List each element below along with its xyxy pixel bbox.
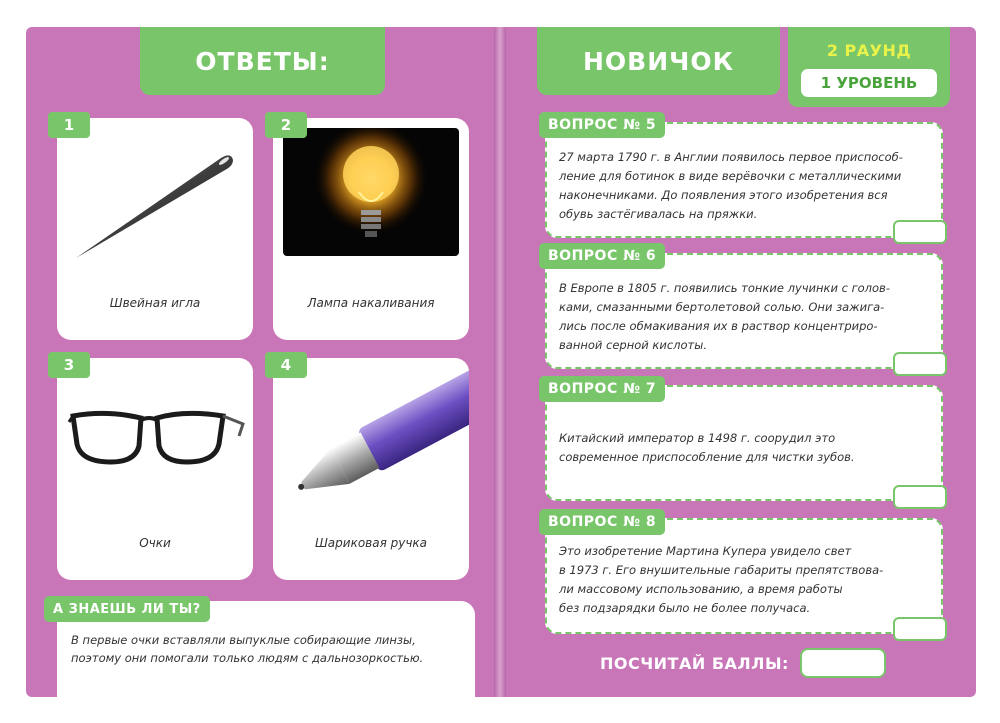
answer-number-3: 3 <box>48 352 90 378</box>
round-text: 2 РАУНД <box>826 41 912 60</box>
question-text-6 <box>559 279 927 355</box>
answer-number-4: 4 <box>265 352 307 378</box>
question-line: ли массовому использованию, а время работы <box>559 582 843 596</box>
question-line: ление для ботинок в виде верёвочки с металлическими <box>559 169 902 183</box>
score-input-7[interactable] <box>893 485 947 509</box>
score-input-8[interactable] <box>893 617 947 641</box>
question-card-7 <box>545 385 943 501</box>
question-line: Это изобретение Мартина Купера увидело свет <box>559 544 852 558</box>
ballpoint-pen-icon <box>273 358 469 508</box>
total-score-input[interactable] <box>800 648 886 678</box>
question-line: ками, смазанными бертолетовой солью. Они зажига- <box>559 300 885 314</box>
light-bulb-icon <box>283 128 459 256</box>
question-card-8 <box>545 518 943 634</box>
score-input-5[interactable] <box>893 220 947 244</box>
question-label-8: ВОПРОС № 8 <box>539 509 665 535</box>
question-text-7 <box>559 429 927 467</box>
book-spine <box>494 27 506 697</box>
question-line: Китайский император в 1498 г. соорудил это <box>559 431 836 445</box>
level-title: НОВИЧОК <box>537 27 780 95</box>
question-line: современное приспособление для чистки зубов. <box>559 450 855 464</box>
level-text: 1 УРОВЕНЬ <box>801 69 937 97</box>
answer-number-1: 1 <box>48 112 90 138</box>
answer-caption-3: Очки <box>139 536 171 550</box>
answer-caption-1: Швейная игла <box>109 296 201 310</box>
question-label-6: ВОПРОС № 6 <box>539 243 665 269</box>
question-label-5: ВОПРОС № 5 <box>539 112 665 138</box>
did-you-know-label: А ЗНАЕШЬ ЛИ ТЫ? <box>44 596 210 622</box>
question-card-5 <box>545 122 943 238</box>
round-badge <box>788 27 950 107</box>
glasses-icon <box>67 402 247 482</box>
question-line: ванной серной кислоты. <box>559 338 707 352</box>
answer-card-1 <box>57 118 253 340</box>
question-text-5 <box>559 148 927 224</box>
answer-caption-4: Шариковая ручка <box>314 536 428 550</box>
question-line: обувь застёгивалась на пряжки. <box>559 207 758 221</box>
answers-title: ОТВЕТЫ: <box>140 27 385 95</box>
answer-number-2: 2 <box>265 112 307 138</box>
needle-icon <box>71 146 241 266</box>
question-text-8 <box>559 542 927 618</box>
did-you-know-line: В первые очки вставляли выпуклые собирающие линзы, <box>71 633 416 647</box>
did-you-know-text <box>71 631 423 667</box>
answer-card-4 <box>273 358 469 580</box>
question-line: наконечниками. До появления этого изобретения вся <box>559 188 888 202</box>
question-line: без подзарядки было не более получаса. <box>559 601 811 615</box>
total-score-label: ПОСЧИТАЙ БАЛЛЫ: <box>600 654 789 673</box>
question-label-7: ВОПРОС № 7 <box>539 376 665 402</box>
did-you-know-line: поэтому они помогали только людям с дальнозоркостью. <box>71 651 424 665</box>
score-input-6[interactable] <box>893 352 947 376</box>
answer-card-3 <box>57 358 253 580</box>
question-card-6 <box>545 253 943 369</box>
answer-caption-2: Лампа накаливания <box>307 296 435 310</box>
answer-card-2 <box>273 118 469 340</box>
question-line: в 1973 г. Его внушительные габариты препятствова- <box>559 563 884 577</box>
question-line: 27 марта 1790 г. в Англии появилось первое приспособ- <box>559 150 903 164</box>
question-line: В Европе в 1805 г. появились тонкие лучинки с голов- <box>559 281 890 295</box>
question-line: лись после обмакивания их в раствор концентриро- <box>559 319 878 333</box>
